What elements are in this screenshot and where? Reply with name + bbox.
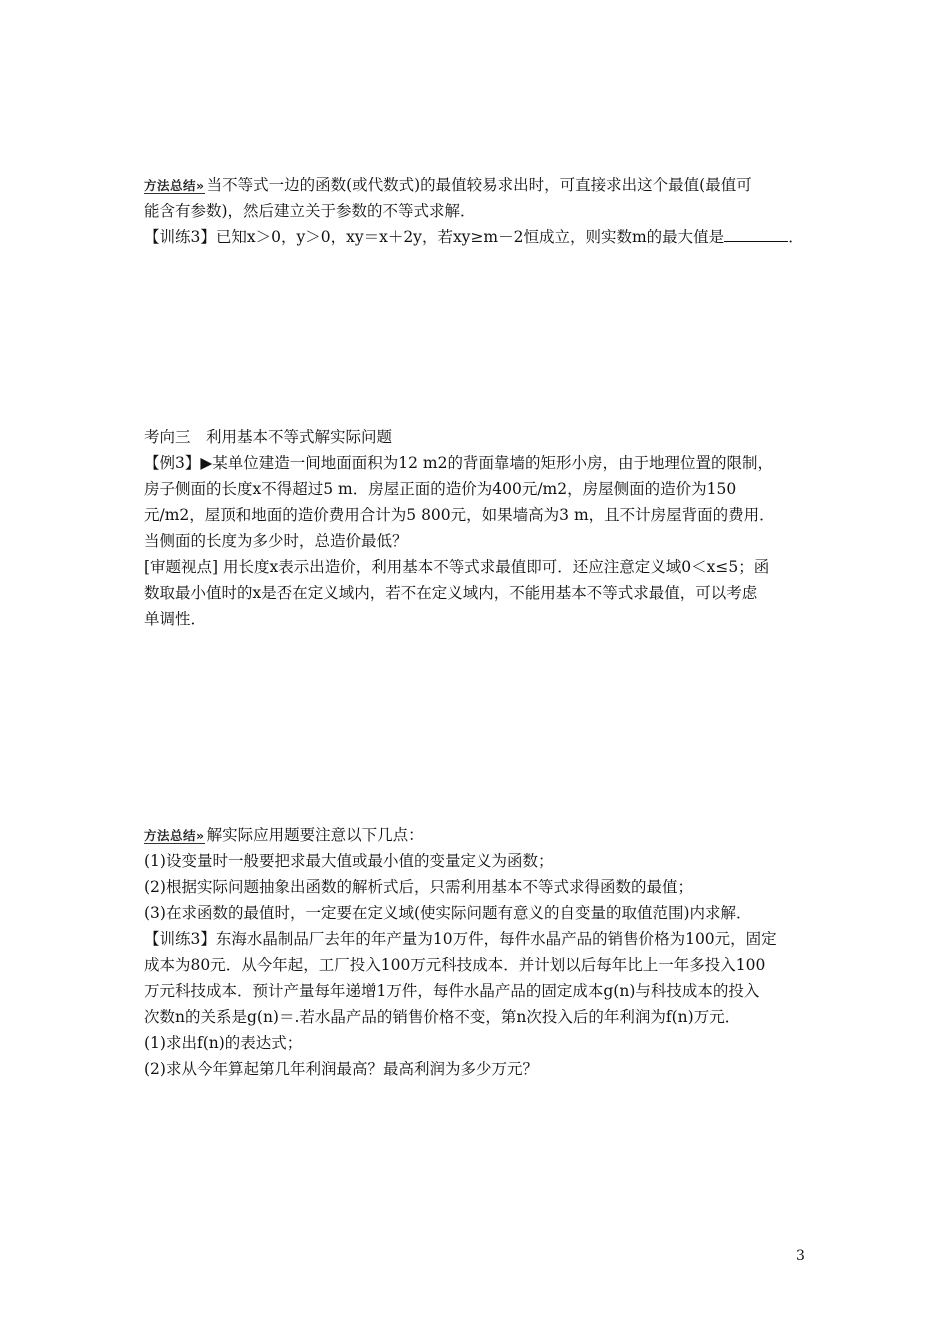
training-3b-line3: 万元科技成本．预计产量每年递增1万件，每件水晶产品的固定成本g(n)与科技成本的投入	[144, 982, 760, 1000]
training-3a	[144, 224, 804, 250]
review-viewpoint-line2: 数取最小值时的x是否在定义域内，若不在定义域内，不能用基本不等式求最值，可以考虑	[144, 584, 758, 602]
method-summary-2-point2: (2)根据实际问题抽象出函数的解析式后，只需利用基本不等式求得函数的最值；	[144, 878, 693, 896]
training-3a-text: 【训练3】已知x＞0，y＞0，xy＝x＋2y，若xy≥m－2恒成立，则实数m的最大值是	[144, 228, 725, 246]
method-summary-1-line1	[144, 172, 752, 198]
method-summary-badge: 方法总结»	[144, 178, 205, 193]
answer-blank	[724, 227, 788, 242]
training-3b-line2: 成本为80元．从今年起，工厂投入100万元科技成本．并计划以后每年比上一年多投入100	[144, 956, 766, 974]
review-viewpoint-line3: 单调性．	[144, 610, 207, 628]
method-summary-2-point3: (3)在求函数的最值时，一定要在定义域(使实际问题有意义的自变量的取值范围)内求解．	[144, 904, 752, 922]
example-3-line1: 【例3】▶某单位建造一间地面面积为12 m2的背面靠墙的矩形小房，由于地理位置的限制，	[144, 454, 773, 472]
method-summary-badge: 方法总结»	[144, 828, 205, 843]
review-viewpoint-line1: [审题视点] 用长度x表示出造价，利用基本不等式求最值即可．还应注意定义域0＜x≤5；函	[144, 558, 770, 576]
example-3-line2: 房子侧面的长度x不得超过5 m．房屋正面的造价为400元/m2，房屋侧面的造价为150	[144, 480, 737, 498]
example-3-line4: 当侧面的长度为多少时，总造价最低？	[144, 532, 408, 550]
training-3b-question-2: (2)求从今年算起第几年利润最高？最高利润为多少万元？	[144, 1060, 538, 1078]
method-summary-2-point1: (1)设变量时一般要把求最大值或最小值的变量定义为函数；	[144, 852, 554, 870]
page-number: 3	[796, 1248, 805, 1264]
method-summary-1-text: 当不等式一边的函数(或代数式)的最值较易求出时，可直接求出这个最值(最值可	[206, 176, 752, 194]
training-3a-end: ．	[788, 228, 804, 246]
method-summary-2-intro	[144, 822, 424, 848]
method-summary-2-text: 解实际应用题要注意以下几点：	[206, 826, 424, 844]
training-3b-line4: 次数n的关系是g(n)＝.若水晶产品的销售价格不变，第n次投入后的年利润为f(n)万元．	[144, 1008, 741, 1026]
method-summary-1-line2: 能含有参数)，然后建立关于参数的不等式求解．	[144, 202, 476, 220]
example-3-line3: 元/m2，屋顶和地面的造价费用合计为5 800元，如果墙高为3 m，且不计房屋背面的费用．	[144, 506, 775, 524]
section-heading: 考向三 利用基本不等式解实际问题	[144, 428, 393, 446]
training-3b-line1: 【训练3】东海水晶制品厂去年的年产量为10万件，每件水晶产品的销售价格为100元，固定	[144, 930, 777, 948]
training-3b-question-1: (1)求出f(n)的表达式；	[144, 1034, 303, 1052]
